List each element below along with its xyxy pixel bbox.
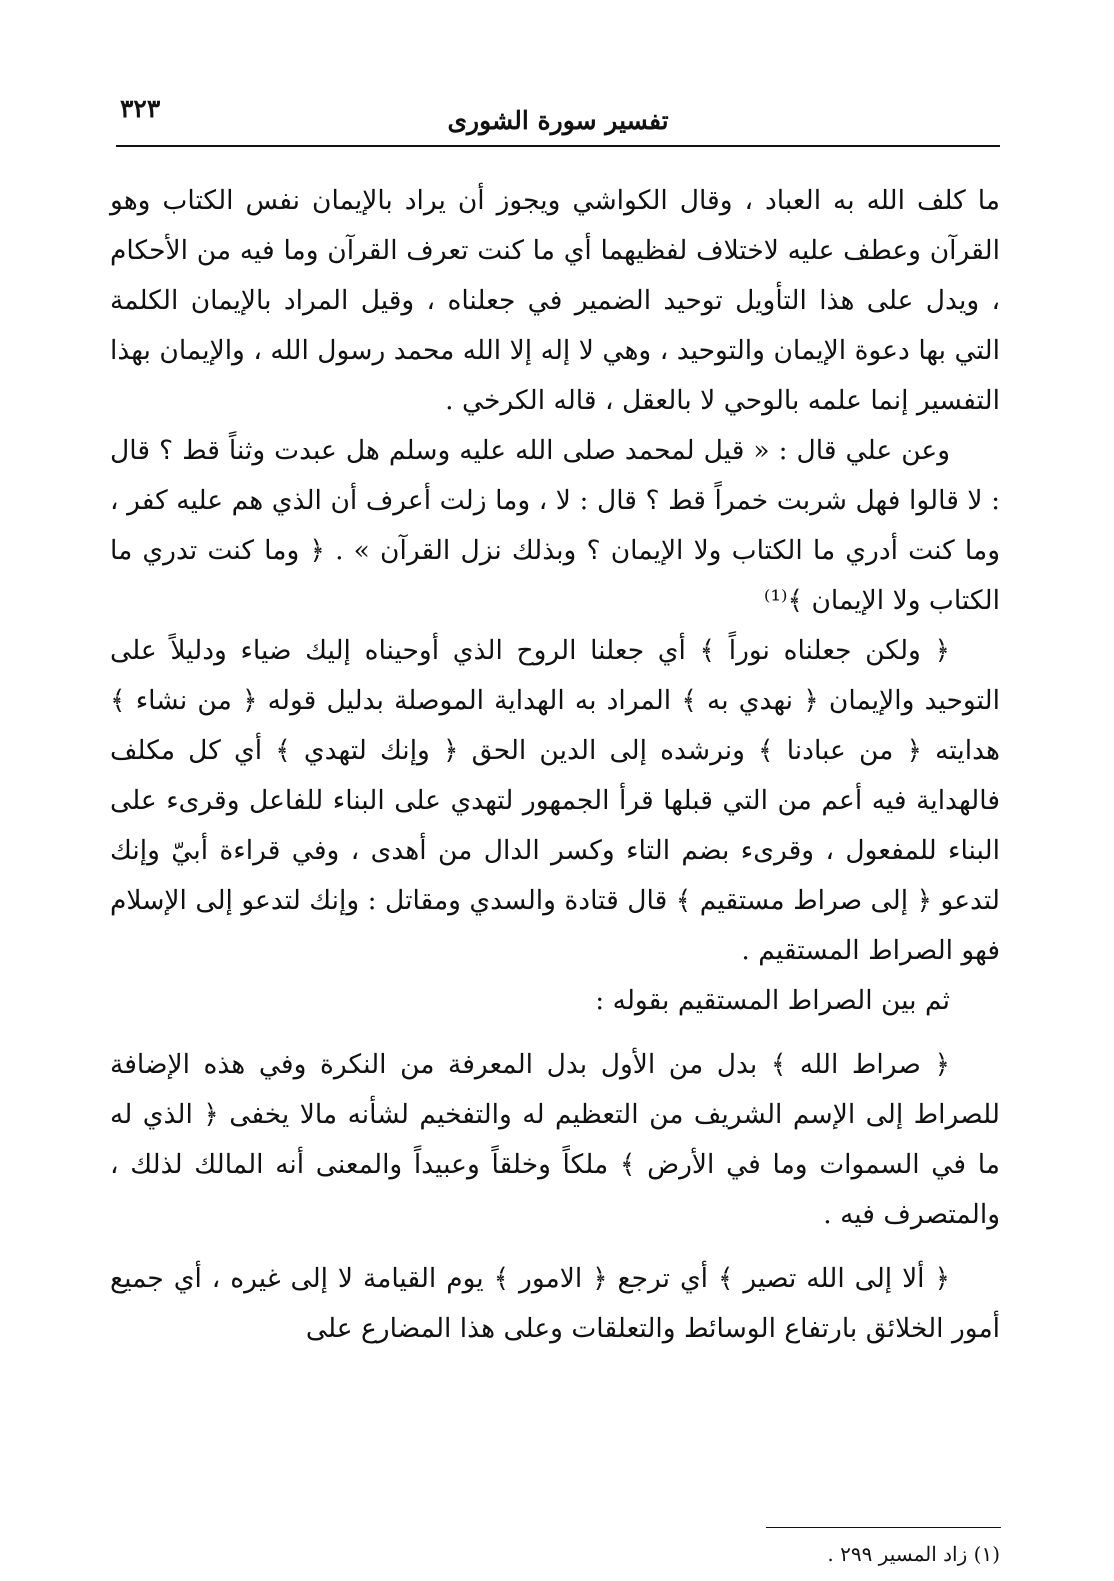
- body-text: [110, 176, 1000, 1354]
- paragraph-noor: ﴿ ولكن جعلناه نوراً ﴾ أي جعلنا الروح الذي أوحيناه إليك ضياء ودليلاً على التوحيد والإيمان ﴿ نهدي به ﴾ المراد به الهداية الموصلة بدليل قوله ﴿ من نشاء ﴾ هدايته ﴿ من عبادنا ﴾ ونرشده إلى الدين الحق ﴿ وإنك لتهدي ﴾ أي كل مكلف فالهداية فيه أعم من التي قبلها قرأ الجمهور لتهدي على البناء للفاعل وقرىء على البناء للمفعول ، وقرىء بضم التاء وكسر الدال من أهدى ، وفي قراءة أبيّ وإنك لتدعو ﴿ إلى صراط مستقيم ﴾ قال قتادة والسدي ومقاتل : وإنك لتدعو إلى الإسلام فهو الصراط المستقيم .: [110, 635, 1000, 966]
- footnote: (١) زاد المسير ٢٩٩ .: [827, 1542, 1000, 1566]
- paragraph-sirat-intro: ثم بين الصراط المستقيم بقوله :: [595, 985, 950, 1016]
- page-number: ٣٢٣: [120, 94, 161, 123]
- footnote-divider: [766, 1527, 1001, 1528]
- paragraph-tasir: ﴿ ألا إلى الله تصير ﴾ أي ترجع ﴿ الامور ﴾ يوم القيامة لا إلى غيره ، أي جميع أمور الخلائق بارتفاع الوسائط والتعلقات وعلى هذا المضارع على: [110, 1263, 1000, 1344]
- header-divider: [116, 145, 1000, 147]
- paragraph-sirat-allah: ﴿ صراط الله ﴾ بدل من الأول بدل المعرفة من النكرة وفي هذه الإضافة للصراط إلى الإسم الشريف من التعظيم له والتفخيم لشأنه مالا يخفى ﴿ الذي له ما في السموات وما في الأرض ﴾ ملكاً وخلقاً وعبيداً والمعنى أنه المالك لذلك ، والمتصرف فيه .: [110, 1049, 1000, 1230]
- paragraph-karkhi: ما كلف الله به العباد ، وقال الكواشي ويجوز أن يراد بالإيمان نفس الكتاب وهو القرآن وعطف عليه لاختلاف لفظيهما أي ما كنت تعرف القرآن وما فيه من الأحكام ، ويدل على هذا التأويل توحيد الضمير في جعلناه ، وقيل المراد بالإيمان الكلمة التي بها دعوة الإيمان والتوحيد ، وهي لا إله إلا الله محمد رسول الله ، والإيمان بهذا التفسير إنما علمه بالوحي لا بالعقل ، قاله الكرخي .: [110, 185, 1000, 416]
- paragraph-ali-hadith: وعن علي قال : « قيل لمحمد صلى الله عليه وسلم هل عبدت وثناً قط ؟ قال : لا قالوا فهل شربت خمراً قط ؟ قال : لا ، وما زلت أعرف أن الذي هم عليه كفر ، وما كنت أدري ما الكتاب ولا الإيمان ؟ وبذلك نزل القرآن » . ﴿ وما كنت تدري ما الكتاب ولا الإيمان ﴾⁽¹⁾: [110, 435, 1000, 616]
- page-header: [116, 88, 1000, 144]
- running-title: تفسير سورة الشورى: [447, 106, 669, 135]
